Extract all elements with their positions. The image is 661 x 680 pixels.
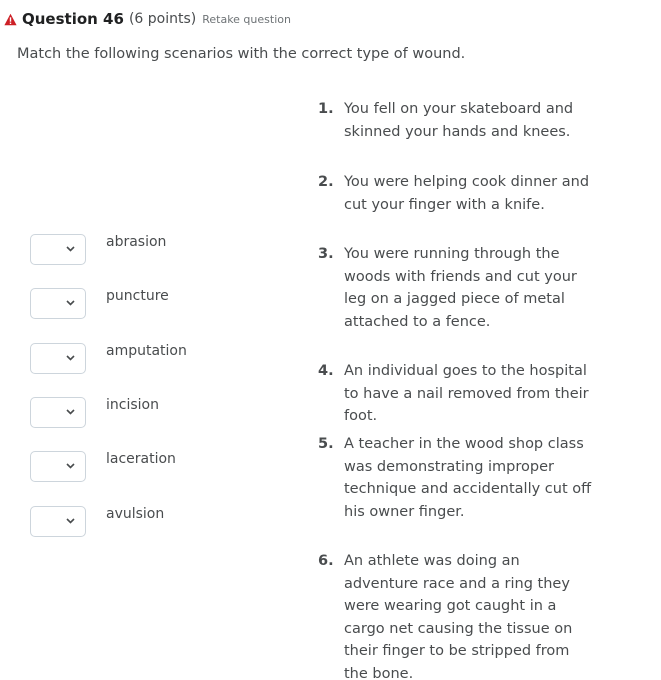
scenario-item <box>318 433 618 523</box>
question-points: (6 points) <box>128 11 197 27</box>
match-label-incision: incision <box>106 397 159 413</box>
match-label-avulsion: avulsion <box>106 506 165 522</box>
match-row-amputation <box>30 343 187 376</box>
scenario-item <box>318 98 618 143</box>
match-row-laceration <box>30 451 176 484</box>
scenario-text: You were running through the woods with friends and cut your leg on a jagged piece of metal attached to a fence. <box>344 246 577 330</box>
match-select-amputation[interactable] <box>30 343 86 374</box>
scenario-number: 5. <box>318 436 334 452</box>
match-label-laceration: laceration <box>106 451 176 467</box>
match-select-laceration[interactable] <box>30 451 86 482</box>
scenario-item <box>318 171 618 216</box>
chevron-down-icon <box>66 355 75 361</box>
chevron-down-icon <box>66 246 75 252</box>
scenario-text: A teacher in the wood shop class was demonstrating improper technique and accidentally cut off his owner finger. <box>344 436 592 520</box>
match-label-puncture: puncture <box>106 288 169 304</box>
question-prompt: Match the following scenarios with the correct type of wound. <box>17 46 466 62</box>
scenario-item <box>318 243 618 333</box>
match-row-abrasion <box>30 234 167 267</box>
match-select-puncture[interactable] <box>30 288 86 319</box>
chevron-down-icon <box>66 409 75 415</box>
scenario-text: An athlete was doing an adventure race and a ring they were wearing got caught in a cargo net causing the tissue on their finger to be stripped from the bone. <box>344 553 573 680</box>
warning-icon <box>4 13 17 26</box>
question-title: Question 46 <box>22 10 124 28</box>
chevron-down-icon <box>66 518 75 524</box>
scenario-number: 6. <box>318 553 334 569</box>
match-row-puncture <box>30 288 169 321</box>
match-row-incision <box>30 397 159 430</box>
match-select-incision[interactable] <box>30 397 86 428</box>
match-row-avulsion <box>30 506 165 539</box>
chevron-down-icon <box>66 300 75 306</box>
scenario-text: You were helping cook dinner and cut your finger with a knife. <box>344 174 590 213</box>
match-label-abrasion: abrasion <box>106 234 167 250</box>
scenario-number: 3. <box>318 246 334 262</box>
chevron-down-icon <box>66 463 75 469</box>
scenario-number: 4. <box>318 363 334 379</box>
match-label-amputation: amputation <box>106 343 187 359</box>
scenario-number: 1. <box>318 101 334 117</box>
question-header <box>4 9 291 29</box>
scenario-text: An individual goes to the hospital to have a nail removed from their foot. <box>344 363 589 424</box>
retake-question-link[interactable]: Retake question <box>202 12 291 26</box>
match-select-avulsion[interactable] <box>30 506 86 537</box>
scenario-item <box>318 360 618 428</box>
match-select-abrasion[interactable] <box>30 234 86 265</box>
scenario-number: 2. <box>318 174 334 190</box>
scenario-text: You fell on your skateboard and skinned your hands and knees. <box>344 101 574 140</box>
scenario-item <box>318 550 618 680</box>
